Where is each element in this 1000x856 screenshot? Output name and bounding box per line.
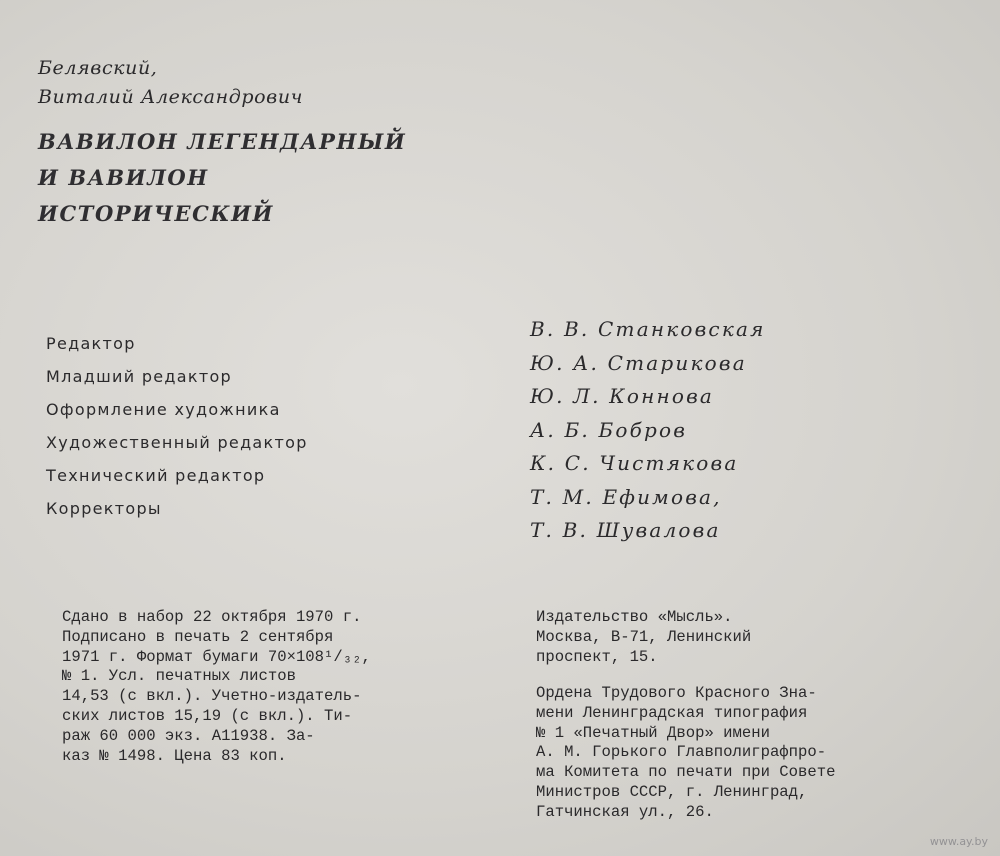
- staff-name: Т. М. Ефимова,: [530, 484, 722, 509]
- staff-roles-column: [46, 327, 308, 525]
- printer-line: А. М. Горького Главполиграфпро-: [536, 743, 827, 762]
- imprint-line: № 1. Усл. печатных листов: [62, 667, 296, 686]
- title-line: И ВАВИЛОН: [38, 165, 209, 190]
- print-details: [62, 608, 462, 766]
- printer-line: Ордена Трудового Красного Зна-: [536, 684, 817, 702]
- author-surname: Белявский,: [38, 57, 158, 79]
- staff-role: Младший редактор: [46, 367, 233, 386]
- staff-role: Художественный редактор: [46, 433, 308, 452]
- staff-role: Корректоры: [46, 499, 162, 518]
- imprint-line: Сдано в набор 22 октября 1970 г.: [62, 608, 362, 626]
- staff-role: Оформление художника: [46, 400, 281, 419]
- publisher-line: Издательство «Мысль».: [536, 608, 733, 626]
- staff-names-column: [530, 313, 766, 548]
- publisher-line: Москва, В-71, Ленинский: [536, 627, 752, 646]
- author-given-name: Виталий Александрович: [38, 86, 304, 108]
- bleed-through-text: [740, 0, 1000, 360]
- staff-name: Т. В. Шувалова: [530, 518, 721, 542]
- imprint-line: 1971 г. Формат бумаги 70×108¹/₃₂,: [62, 647, 371, 666]
- printer-line: ма Комитета по печати при Совете: [536, 763, 836, 782]
- site-watermark: www.ay.by: [929, 835, 988, 848]
- imprint-line: ских листов 15,19 (с вкл.). Ти-: [62, 706, 353, 725]
- staff-name: Ю. Л. Коннова: [530, 384, 715, 408]
- printer-line: № 1 «Печатный Двор» имени: [536, 723, 770, 742]
- title-line: ВАВИЛОН ЛЕГЕНДАРНЫЙ: [38, 129, 407, 154]
- staff-name: К. С. Чистякова: [530, 451, 739, 475]
- printer-line: Гатчинская ул., 26.: [536, 802, 714, 821]
- book-title: [38, 124, 406, 232]
- printer-address: [536, 684, 948, 823]
- staff-name: В. В. Станковская: [530, 317, 766, 341]
- printer-line: мени Ленинградская типография: [536, 703, 808, 722]
- publisher-address: [536, 608, 751, 667]
- author-block: [38, 54, 303, 112]
- staff-role: Редактор: [46, 334, 136, 353]
- staff-name: Ю. А. Старикова: [530, 350, 747, 375]
- staff-name: А. Б. Бобров: [530, 417, 688, 442]
- imprint-line: 14,53 (с вкл.). Учетно-издатель-: [62, 687, 362, 706]
- imprint-line: каз № 1498. Цена 83 коп.: [62, 746, 287, 765]
- title-line: ИСТОРИЧЕСКИЙ: [38, 201, 274, 226]
- printer-line: Министров СССР, г. Ленинград,: [536, 782, 808, 801]
- imprint-line: раж 60 000 экз. А11938. За-: [62, 726, 315, 745]
- imprint-line: Подписано в печать 2 сентября: [62, 627, 334, 646]
- staff-role: Технический редактор: [46, 466, 266, 485]
- publisher-line: проспект, 15.: [536, 647, 658, 666]
